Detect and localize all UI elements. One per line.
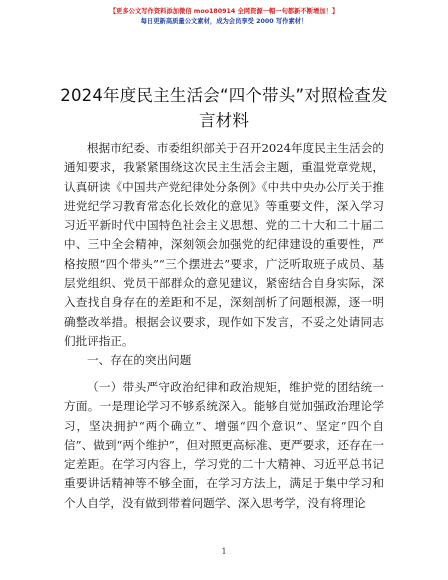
intro-paragraph: 根据市纪委、市委组织部关于召开2024年度民主生活会的通知要求，我紧紧围绕这次民主生活会主题，重温党章党规，认真研读《中国共产党纪律处分条例》《中共中央办公厅关于推进党纪学习教育常态化长效化的意见》等重要文件，深入学习习近平新时代中国特色社会主义思想、党的二十大和二十届二中、三中全会精神，深刻领会加强党的纪律建设的重要性，严格按照“四个带头”“三个摆进去”要求，广泛听取班子成员、基层党组织、党员干部群众的意见建议，紧密结合自身实际，深入查找自身存在的差距和不足，深刻剖析了问题根源，逐一明确整改举措。根据会议要求，现作如下发言，不妥之处请同志们批评指正。 [64,141,384,348]
promo-banner-blue: 每日更新高质量公文素材，成为会员享受 2000 写作素材！ [140,18,308,25]
document-title: 2024年度民主生活会“四个带头”对照检查发言材料 [60,86,388,130]
promo-banner-red: 【更多公文写作资料添加微信 moo180914 全网资源一帽一句都新不断增加！】 [109,8,339,15]
section-heading: 一、存在的突出问题 [87,353,192,367]
body-paragraph: （一）带头严守政治纪律和政治规矩，维护党的团结统一方面。一是理论学习不够系统深入。能够自觉加强政治理论学习，坚决拥护“两个确立”、增强“四个意识”、坚定“四个自信”、做到“两个维护”，但对照更高标准、更严要求，还存在一定差距。在学习内容上，学习党的二十大精神、习近平总书记重要讲话精神等不够全面，在学习方法上，满足于集中学习和个人自学，没有做到带着问题学、深入思考学，没有将理论 [64,380,384,510]
page-number: 1 [221,547,227,556]
